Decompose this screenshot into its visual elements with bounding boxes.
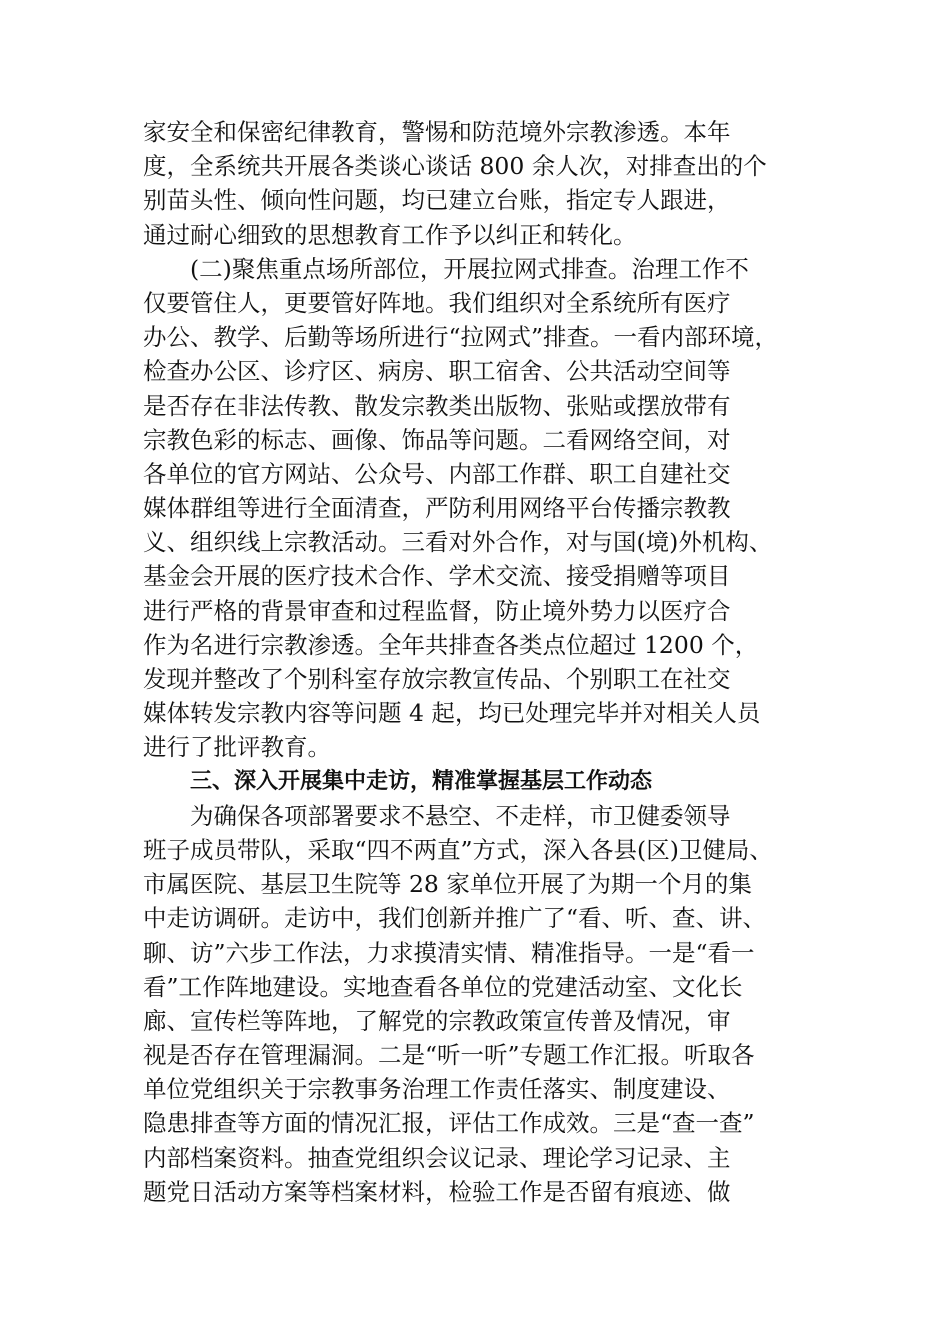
text-line: 媒体群组等进行全面清查，严防利用网络平台传播宗教教 [143,494,731,523]
text-line: 看”工作阵地建设。实地查看各单位的党建活动室、文化长 [143,972,743,1001]
text-line: 廊、宣传栏等阵地，了解党的宗教政策宣传普及情况，审 [143,1006,731,1035]
text-line: 义、组织线上宗教活动。三看对外合作，对与国(境)外机构、 [143,528,773,557]
text-line: 宗教色彩的标志、画像、饰品等问题。二看网络空间，对 [143,425,731,454]
text-line: 是否存在非法传教、散发宗教类出版物、张贴或摆放带有 [143,391,731,420]
text-line: 中走访调研。走访中，我们创新并推广了“看、听、查、讲、 [143,904,767,933]
text-line: 基金会开展的医疗技术合作、学术交流、接受捐赠等项目 [143,562,731,591]
text-line: 通过耐心细致的思想教育工作予以纠正和转化。 [143,220,637,249]
text-line: 视是否存在管理漏洞。二是“听一听”专题工作汇报。听取各 [143,1041,755,1070]
text-line: 仅要管住人，更要管好阵地。我们组织对全系统所有医疗 [143,288,731,317]
text-line: 题党日活动方案等档案材料，检验工作是否留有痕迹、做 [143,1177,731,1206]
text-line: 检查办公区、诊疗区、病房、职工宿舍、公共活动空间等 [143,357,731,386]
text-line: 各单位的官方网站、公众号、内部工作群、职工自建社交 [143,459,731,488]
section-heading: 三、深入开展集中走访，精准掌握基层工作动态 [190,768,653,794]
text-line: 度，全系统共开展各类谈心谈话 800 余人次，对排查出的个 [143,152,767,181]
text-line: 进行了批评教育。 [143,733,331,762]
text-line: 单位党组织关于宗教事务治理工作责任落实、制度建设、 [143,1075,731,1104]
text-line: 内部档案资料。抽查党组织会议记录、理论学习记录、主 [143,1143,731,1172]
text-line: 别苗头性、倾向性问题，均已建立台账，指定专人跟进， [143,186,731,215]
text-line: 办公、教学、后勤等场所进行“拉网式”排查。一看内部环境， [143,323,779,352]
text-line: 为确保各项部署要求不悬空、不走样，市卫健委领导 [190,801,731,830]
text-line: 进行严格的背景审查和过程监督，防止境外势力以医疗合 [143,596,731,625]
document-body [143,115,833,1209]
text-line: 班子成员带队，采取“四不两直”方式，深入各县(区)卫健局、 [143,835,773,864]
text-line: 家安全和保密纪律教育，警惕和防范境外宗教渗透。本年 [143,118,731,146]
text-line: 媒体转发宗教内容等问题 4 起，均已处理完毕并对相关人员 [143,699,761,728]
text-line: 作为名进行宗教渗透。全年共排查各类点位超过 1200 个， [143,630,759,659]
text-line: 市属医院、基层卫生院等 28 家单位开展了为期一个月的集 [143,870,752,899]
text-line: 发现并整改了个别科室存放宗教宣传品、个别职工在社交 [143,665,731,693]
text-line: 聊、访”六步工作法，力求摸清实情、精准指导。一是“看一 [143,938,755,967]
text-line: 隐患排查等方面的情况汇报，评估工作成效。三是“查一查” [143,1109,755,1138]
text-line: (二)聚焦重点场所部位，开展拉网式排查。治理工作不 [190,254,749,283]
